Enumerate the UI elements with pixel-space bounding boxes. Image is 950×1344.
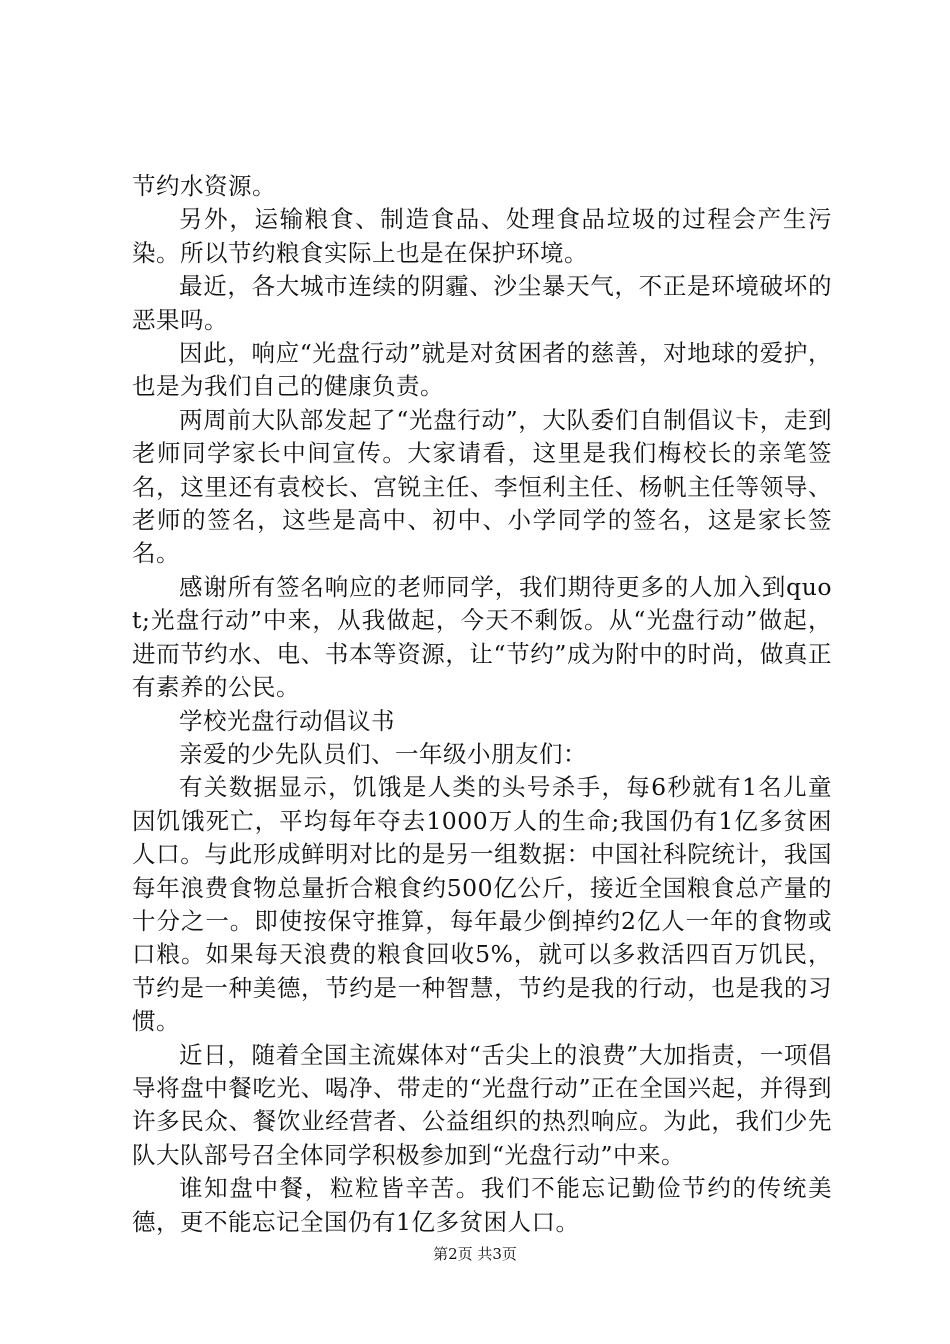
paragraph-response: 因此，响应“光盘行动”就是对贫困者的慈善，对地球的爱护，也是为我们自己的健康负责。 [132, 339, 832, 401]
paragraph-campaign: 近日，随着全国主流媒体对“舌尖上的浪费”大加指责，一项倡导将盘中餐吃光、喝净、带走的“光盘行动”正在全国兴起，并得到许多民众、餐饮业经营者、公益组织的热烈响应。为此，我们少先队大队部号召全体同学积极参加到“光盘行动”中来。 [132, 1040, 832, 1169]
document-body [132, 170, 832, 1239]
paragraph-pollution: 另外，运输粮食、制造食品、处理食品垃圾的过程会产生污染。所以节约粮食实际上也是在保护环境。 [132, 205, 832, 267]
paragraph-poem: 谁知盘中餐，粒粒皆辛苦。我们不能忘记勤俭节约的传统美德，更不能忘记全国仍有1亿多贫困人口。 [132, 1174, 832, 1236]
paragraph-haze: 最近，各大城市连续的阴霾、沙尘暴天气，不正是环境破坏的恶果吗。 [132, 272, 832, 334]
proposal-salutation: 亲爱的少先队员们、一年级小朋友们： [179, 739, 587, 768]
page-number-footer: 第2页 共3页 [433, 1245, 517, 1263]
paragraph-thanks: 感谢所有签名响应的老师同学，我们期待更多的人加入到quot;光盘行动”中来，从我做起，今天不剩饭。从“光盘行动”做起，进而节约水、电、书本等资源，让“节约”成为附中的时尚，做真正有素养的公民。 [132, 572, 832, 702]
proposal-title: 学校光盘行动倡议书 [179, 706, 395, 735]
paragraph-continuation: 节约水资源。 [132, 172, 276, 200]
paragraph-statistics: 有关数据显示，饥饿是人类的头号杀手，每6秒就有1名儿童因饥饿死亡，平均每年夺去1000万人的生命;我国仍有1亿多贫困人口。与此形成鲜明对比的是另一组数据：中国社科院统计，我国每年浪费食物总量折合粮食约500亿公斤，接近全国粮食总产量的十分之一。即使按保守推算，每年最少倒掉约2亿人一年的食物或口粮。如果每天浪费的粮食回收5%，就可以多救活四百万饥民，节约是一种美德，节约是一种智慧，节约是我的行动，也是我的习惯。 [132, 773, 832, 1036]
paragraph-signatures: 两周前大队部发起了“光盘行动”，大队委们自制倡议卡，走到老师同学家长中间宣传。大家请看，这里是我们梅校长的亲笔签名，这里还有袁校长、宫锐主任、李恒利主任、杨帆主任等领导、老师的签名，这些是高中、初中、小学同学的签名，这是家长签名。 [132, 405, 832, 568]
